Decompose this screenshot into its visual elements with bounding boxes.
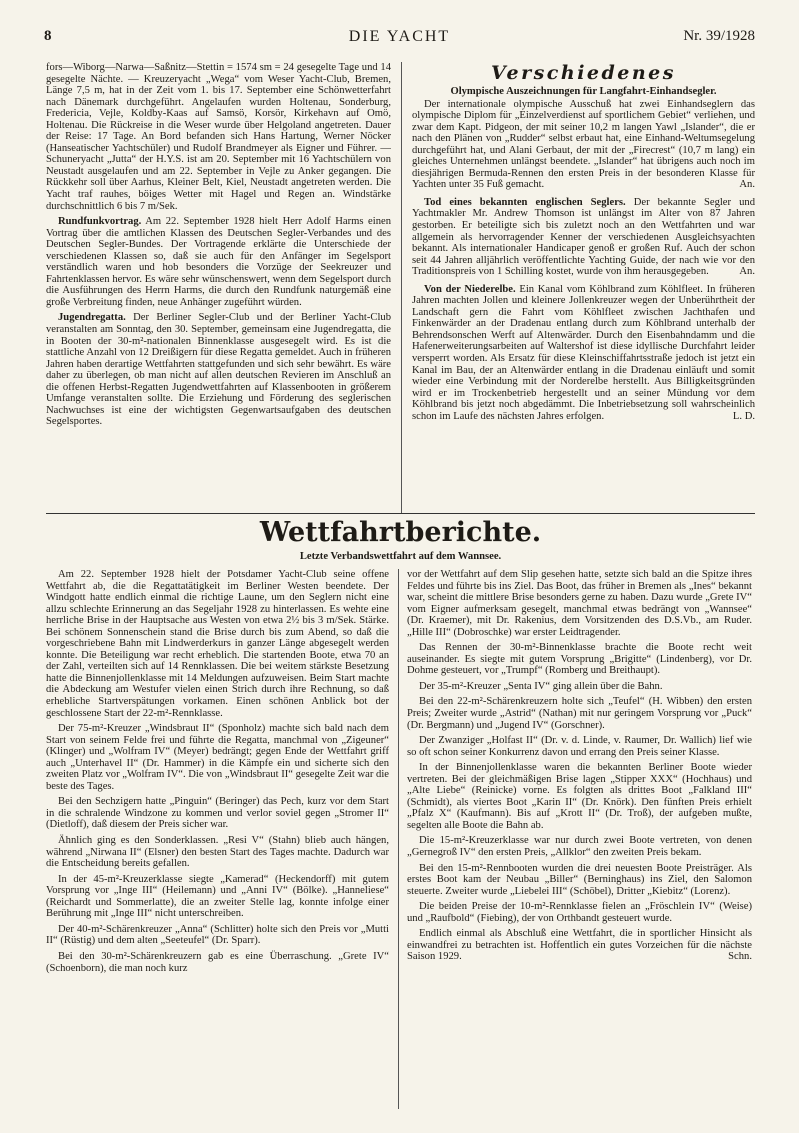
report-paragraph-30-binnen: Das Rennen der 30-m²-Binnenklasse brachte die Boote recht weit auseinander. Es siegte mit gutem Vorsprung „Brigitte“ (Lindenberg), vor Dr. Dohme gesteuert, vor „Trumpf“ (Romberg und Breithaupt). <box>407 642 752 677</box>
report-paragraph-continued: vor der Wettfahrt auf dem Slip gesehen hatte, setzte sich bald an die Spitze ihres Feldes und führte bis ins Ziel. Das Boot, das früher in Bremen als „Ines“ bekannt war, scheint die mittlere Brise besonders gerne zu haben. Dazu wurde „Grete IV“ vom Eigner aufmerksam gesegelt, manchmal etwas bedrängt von „Wannsee“ (Dr. Kraemer), mit Dr. Rakenius, dem Vorsitzenden des D.S.Vb., am Ruder. „Hille III“ (Dobroschke) war erster Leidtragender. <box>407 569 752 638</box>
section-title-verschiedenes: Verschiedenes <box>491 62 676 84</box>
report-paragraph-intro: Am 22. September 1928 hielt der Potsdamer Yacht-Club seine offene Wettfahrt ab, die die Regattatätigkeit im Berliner Westen beendete. Der Windgott hatte endlich einmal die richtige Laune, um den Seglern nicht eine allzu schlechte Erinnerung an das Segeljahr 1928 zu hinterlassen. Es wehte eine herrliche Brise in der Hauptsache aus Westen von etwa 2½ bis 3 m/Sek. Stärke. Bei schönem Sonnenschein stand die Brise durch bis zum Abend, so daß die vorgeschriebene Bahn mit Lindwerderkurs in ganzer Länge abgesegelt werden konnte. Die Beteiligung war recht erheblich. Die startenden Boote, etwa 70 an der Zahl, verteilten sich auf 14 Rennklassen. Die bei weitem stärkste Besetzung hatte die Binnenjollenklasse mit 14 Meldungen aufzuweisen. Beim Start machte die Abdeckung am Westufer vielen einen Strich durch ihre Rechnung, so daß erhebliche Startverspätungen vorkamen. Einen schönen Anblick bot der geschlossene Start der 22-m²-Rennklasse. <box>46 569 389 719</box>
report-paragraph-binnenjollen: In der Binnenjollenklasse waren die bekannten Berliner Boote wieder vertreten. Bei der gleichmäßigen Brise lagen „Stipper XXX“ (Hochhaus) und „Alte Liebe“ (Reinicke) vorne. Es folgten als drittes Boot „Falkland III“ (Schmidt), als viertes Boot „Karin II“ (Dr. Knörk). Den fünften Preis erhielt „Pfalz X“ (Kaufmann). Bis auf „Krott II“ (Dr. Troß), der aufgeben mußte, segelten alle Boote die Bahn ab. <box>407 762 752 831</box>
rundfunkvortrag-text: Am 22. September 1928 hielt Herr Adolf Harms einen Vortrag über die amtlichen Klassen des Deutschen Segler-Verbandes und des Deutschen Segler-Bundes. Der Vortragende erklärte die Unterschiede der verschiedenen Klassen so, daß sie auch für den Anfänger im Segelsport verständlich waren und hob besonders die Vorzüge der Seekreuzer und Fahrtenklassen hervor. Es wäre sehr wünschenswert, wenn dem Segelsport durch die Ausführungen des Herrn Harms, die durch den Rundfunk naturgemäß eine große Verbreitung finden, neue Anhänger zugeführt würden. <box>46 216 391 308</box>
signature-an-1: An. <box>739 179 755 191</box>
section-divider <box>46 513 755 514</box>
obituary-heading: Tod eines bekannten englischen Seglers. <box>424 196 626 208</box>
report-paragraph-22-schaerenkreuzer: Bei den 22-m²-Schärenkreuzern holte sich „Teufel“ (H. Wibben) den ersten Preis; Zweiter wurde „Astrid“ (Nathan) mit nur geringem Vorsprung vor „Puck“ (Dr. Bergmann) und „Jugend IV“ (Gorschner). <box>407 696 752 731</box>
obituary-text: Der bekannte Segler und Yachtmakler Mr. Andrew Thomson ist unlängst im Alter von 87 Jahren gestorben. Er beteiligte sich bis zuletzt noch an den Wettfahrten und war allgemein als hervorragender Kenner der verschiedenen Ausgleichsyachten bekannt. Als internationaler Handicaper genoß er großen Ruf. Auch der schon seit 44 Jahren alljährlich veröffentlichte Yachting Guide, der nach wie vor den Traditionspreis von 1 Schilling kostet, wurde von ihm herausgegeben. <box>412 196 755 278</box>
report-paragraph-10-rennklasse: Die beiden Preise der 10-m²-Rennklasse fielen an „Fröschlein IV“ (Weise) und „Raufbold“ (Fiebing), der von Orthbandt gesteuert wurde. <box>407 901 752 924</box>
report-subtitle: Letzte Verbandswettfahrt auf dem Wannsee. <box>299 551 502 562</box>
signature-schn: Schn. <box>728 951 752 963</box>
report-paragraph-conclusion <box>407 928 752 963</box>
column-bottom-right <box>407 569 752 1111</box>
column-divider-bottom <box>398 569 399 1109</box>
report-title: Wettfahrtberichte. <box>259 517 542 548</box>
olympic-awards-heading: Olympische Auszeichnungen für Langfahrt-Einhandsegler. <box>450 86 717 97</box>
jugendregatta-paragraph <box>46 312 391 427</box>
report-paragraph-15-rennboote: Bei den 15-m²-Rennbooten wurden die drei neuesten Boote Preisträger. Als erstes Boot kam der Neubau „Biller“ (Berninghaus) ins Ziel, den Salomon steuerte. Zweiter wurde „Liebelei III“ (Schöbel), Dritter „Kiebitz“ (Lorenz). <box>407 862 752 897</box>
report-paragraph-15-kreuzer: Die 15-m²-Kreuzerklasse war nur durch zwei Boote vertreten, von denen „Gernegroß IV“ den ersten Preis, „Allklor“ den zweiten Preis bekam. <box>407 835 752 859</box>
rundfunkvortrag-heading: Rundfunkvortrag. <box>58 216 142 228</box>
page-number: 8 <box>44 28 52 44</box>
niederelbe-paragraph <box>412 284 755 423</box>
report-paragraph-35-kreuzer: Der 35-m²-Kreuzer „Senta IV“ ging allein über die Bahn. <box>419 680 663 692</box>
jugendregatta-heading: Jugendregatta. <box>58 312 126 324</box>
column-bottom-left <box>46 569 389 1111</box>
report-paragraph-zwanziger: Der Zwanziger „Holfast II“ (Dr. v. d. Linde, v. Raumer, Dr. Wallich) lief wie so oft schon seiner Konkurrenz davon und errang den Preis seiner Klasse. <box>407 735 752 758</box>
report-paragraph-45-kreuzer: In der 45-m²-Kreuzerklasse siegte „Kamerad“ (Heckendorff) mit gutem Vorsprung vor „Inge III“ (Heilemann) und „Anni IV“ (Bölke). „Hanneliese“ (Reichardt und Sommerlatte), die an zweiter Stelle lag, konnte infolge einer Berührung mit „Inge III“ nicht unterschreiben. <box>46 873 389 920</box>
report-paragraph-75-kreuzer: Der 75-m²-Kreuzer „Windsbraut II“ (Sponholz) machte sich bald nach dem Start von seinem Felde frei und führte die Regatta, manchmal von „Zigeuner“ (Klinger) und „Wolfram IV“ (Meyer) bedrängt; gegen Ende der Wettfahrt griff auch „Unterhavel II“ (Dr. Hammer) in die Kämpfe ein und sicherte sich den zweiten Platz vor „Wolfram IV“. Die von „Windsbraut II“ gesegelte Zeit war die beste des Tages. <box>46 723 389 792</box>
obituary-paragraph <box>412 197 755 278</box>
page-header <box>44 28 755 50</box>
report-paragraph-30-schaerenkreuzer: Bei den 30-m²-Schärenkreuzern gab es eine Überraschung. „Grete IV“ (Schoenborn), die man noch kurz <box>46 950 389 974</box>
column-top-right <box>412 62 755 525</box>
column-divider-top <box>401 62 402 514</box>
olympic-awards-paragraph <box>412 99 755 191</box>
column-top-left <box>46 62 391 525</box>
voyage-reports-paragraph: fors—Wiborg—Narwa—Saßnitz—Stettin = 1574 sm = 24 gesegelte Tage und 14 gesegelte Nächte. — Kreuzeryacht „Wega“ vom Weser Yacht-Club, Bremen, Länge 7,5 m, hat in der Zeit vom 1. bis 17. September eine Schönwetterfahrt nach Dänemark durchgeführt. Angelaufen wurden Holtenau, Sonderburg, Fredericia, Vejle, Koldby-Kaas auf Samsö, Korsör, Kirkehavn auf Omö, Holtenau. Die Rückreise in die Weser wurde über Helgoland angetreten. Dauer der Reise: 17 Tage. An Bord befanden sich Hans Hartung, Werner Nöcker (Hanseatischer Yachtschüler) und Rudolf Brandmeyer als Eigner und Führer. — Schuneryacht „Jutta“ der H.Y.S. ist am 20. September mit 16 Yachtschülern von Neustadt ausgelaufen und am 22. September in Vejle zu Anker gegangen. Die Rückkehr soll über Aarhus, Kleiner Belt, Kiel, Neustadt angetreten werden. Die Yacht traf rauhes, böiges Wetter mit Hagel und Regen an. Windstärke durchschnittlich 6 bis 7 m/Sek. <box>46 62 391 212</box>
jugendregatta-text: Der Berliner Segler-Club und der Berliner Yacht-Club veranstalten am Sonntag, den 30. September, gemeinsam eine Jugendregatta, die in Booten der 30-m²-nationalen Binnenklasse ausgesegelt wird. Es ist die stattliche Anzahl von 12 Dreißigern für diese Regatta gemeldet. Auch in früheren Jahren haben derartige Wettfahrten stattgefunden und sich sehr bewährt. Es wäre daher zu überlegen, ob man nicht auf allen deutschen Revieren im Anschluß an die offenen Herbst-Regatten Jugendwettfahrten auf Klassenbooten in größerem Umfange veranstalten sollte. Die Erziehung und Förderung des seglerischen Nachwuchses ist eine der wichtigsten Gegenwartsaufgaben des deutschen Segelsportes. <box>46 312 391 428</box>
signature-an-2: An. <box>739 266 755 278</box>
signature-ld: L. D. <box>732 410 755 422</box>
conclusion-text: Endlich einmal als Abschluß eine Wettfahrt, die in sportlicher Hinsicht als einwandfrei zu betrachten ist. Hoffentlich ein gutes Vorzeichen für die nächste Saison 1929. <box>407 928 752 963</box>
report-paragraph-40-schaerenkreuzer: Der 40-m²-Schärenkreuzer „Anna“ (Schlitter) holte sich den Preis vor „Mutti II“ (Rüstig) und dem alten „Seeteufel“ (Dr. Sparr). <box>46 923 389 947</box>
niederelbe-heading: Von der Niederelbe. <box>424 283 516 295</box>
journal-title: DIE YACHT <box>348 28 451 45</box>
niederelbe-text: Ein Kanal vom Köhlbrand zum Köhlfleet. In früheren Jahren machten Jollen und kleinere Jollenkreuzer wegen der Unberührtheit der Landschaft gern die Fahrt vom Köhlfleet zwischen Jachthafen und Finkenwärder an der Dradenau entlang durch zum Köhlbrand unterhalb der Behrendsonschen Werft auf Altenwärder. Durch den Eisenbahndamm und die Hafenerweiterungsarbeiten auf Waltershof ist diese idyllische Durchfahrt leider versperrt worden. Als Ersatz für diese Kleinschiffahrtsstraße jedoch ist jetzt ein Kanal im Bau, der an Altenwärder entlang in die Dradenau einläuft und somit wieder eine Verbindung mit der Norderelbe herstellt. Aus Billigkeitsgründen wird er im Trockenbetrieb hergestellt und an seiner Mündung vor dem Köhlbrand bis jetzt noch abgedämmt. Die Inbetriebsetzung soll wahrscheinlich schon im Laufe des nächsten Jahres erfolgen. <box>412 283 755 422</box>
rundfunkvortrag-paragraph <box>46 216 391 308</box>
report-paragraph-sechziger: Bei den Sechzigern hatte „Pinguin“ (Beringer) das Pech, kurz vor dem Start in die schralende Windzone zu kommen und verlor soviel gegen „Stromer II“ (Dietloff), daß diesem der Preis sicher war. <box>46 796 389 831</box>
olympic-awards-text: Der internationale olympische Ausschuß hat zwei Einhandseglern das olympische Diplom für „Einzelverdienst auf sportlichem Gebiet“ verliehen, und zwar dem Kapt. Pidgeon, der mit seiner 10,2 m langen Yawl „Islander“, die er nach den Plänen von „Rudder“ selbst erbaut hat, eine Einhand-Weltumsegelung durchgeführt hat, und Alani Gerbaut, der mit der „Firecrest“ (10,7 m lang) ein gleiches Unternehmen unlängst beendete. „Islander“ hat übrigens auch noch im diesjährigen Bermuda-Rennen den ersten Preis in der besonderen Klasse für Yachten unter 35 Fuß gemacht. <box>412 98 755 191</box>
issue-number: Nr. 39/1928 <box>683 28 755 44</box>
report-paragraph-sonderklassen: Ähnlich ging es den Sonderklassen. „Resi V“ (Stahn) blieb auch hängen, während „Nirwana II“ (Elsner) den besten Start des Tages machte. Dadurch war die Entscheidung bereits gefallen. <box>46 835 389 870</box>
